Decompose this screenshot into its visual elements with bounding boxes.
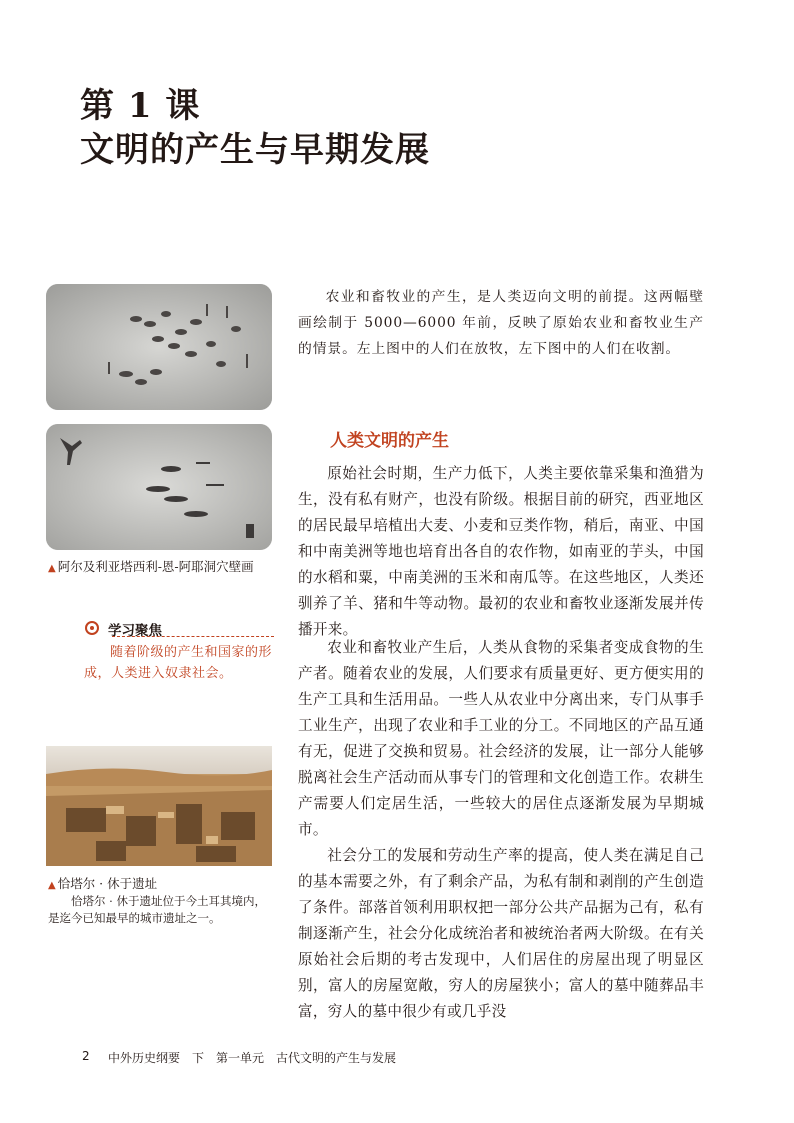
mural-herding-image <box>46 284 272 410</box>
lesson-number: 第 1 课 <box>80 86 201 126</box>
body-paragraph: 社会分工的发展和劳动生产率的提高，使人类在满足自己的基本需要之外，有了剩余产品，为私有制和剥削的产生创造了条件。部落首领利用职权把一部分公共产品据为己有，私有制逐渐产生，社会分化成统治者和被统治者两大阶级。在有关原始社会后期的考古发现中，人们居住的房屋出现了明显区别，富人的房屋宽敞，穷人的房屋狭小；富人的墓中随葬品丰富，穷人的墓中很少有或几乎没 <box>298 847 704 1020</box>
mural-harvest-image <box>46 424 272 550</box>
study-focus-title: 学习聚焦 <box>108 623 162 639</box>
intro-paragraph: 农业和畜牧业的产生，是人类迈向文明的前提。这两幅壁画绘制于 5000—6000 年前，反映了原始农业和畜牧业生产的情景。左上图中的人们在放牧，左下图中的人们在收割。 <box>298 289 704 357</box>
lesson-title: 文明的产生与早期发展 <box>80 130 430 170</box>
triangle-icon: ▲ <box>48 880 56 891</box>
site-caption-body: 恰塔尔 · 休于遗址位于今土耳其境内，是迄今已知最早的城市遗址之一。 <box>48 894 266 925</box>
page-number: 2 <box>82 1049 90 1063</box>
triangle-icon: ▲ <box>48 563 56 574</box>
mural-caption-text: 阿尔及利亚塔西利-恩-阿耶洞穴壁画 <box>57 559 254 574</box>
body-paragraph: 农业和畜牧业产生后，人类从食物的采集者变成食物的生产者。随着农业的发展，人们要求有质量更好、更方便实用的生产工具和生活用品。一些人从农业中分离出来，专门从事手工业生产，出现了农业和手工业的分工。不同地区的产品互通有无，促进了交换和贸易。社会经济的发展，让一部分人能够脱离社会生产活动而从事专门的管理和文化创造工作。农耕生产需要人们定居生活，一些较大的居住点逐渐发展为早期城市。 <box>298 639 704 838</box>
mural-caption <box>48 558 254 578</box>
study-focus-text: 随着阶级的产生和国家的形成，人类进入奴隶社会。 <box>84 645 273 681</box>
focus-divider <box>112 636 274 637</box>
section-heading: 人类文明的产生 <box>330 431 449 451</box>
catalhoyuk-site-image <box>46 746 272 866</box>
body-paragraph: 原始社会时期，生产力低下，人类主要依靠采集和渔猎为生，没有私有财产，也没有阶级。根据目前的研究，西亚地区的居民最早培植出大麦、小麦和豆类作物，稍后，南亚、中国和中南美洲等地也培育出各自的农作物，如南亚的芋头，中国的水稻和粟，中南美洲的玉米和南瓜等。在这些地区，人类还驯养了羊、猪和牛等动物。最初的农业和畜牧业逐渐发展并传播开来。 <box>298 465 704 638</box>
site-caption-title: 恰塔尔 · 休于遗址 <box>57 876 158 891</box>
site-caption <box>48 875 157 895</box>
focus-compass-icon <box>84 620 100 636</box>
running-footer: 中外历史纲要 下 第一单元 古代文明的产生与发展 <box>108 1051 397 1065</box>
